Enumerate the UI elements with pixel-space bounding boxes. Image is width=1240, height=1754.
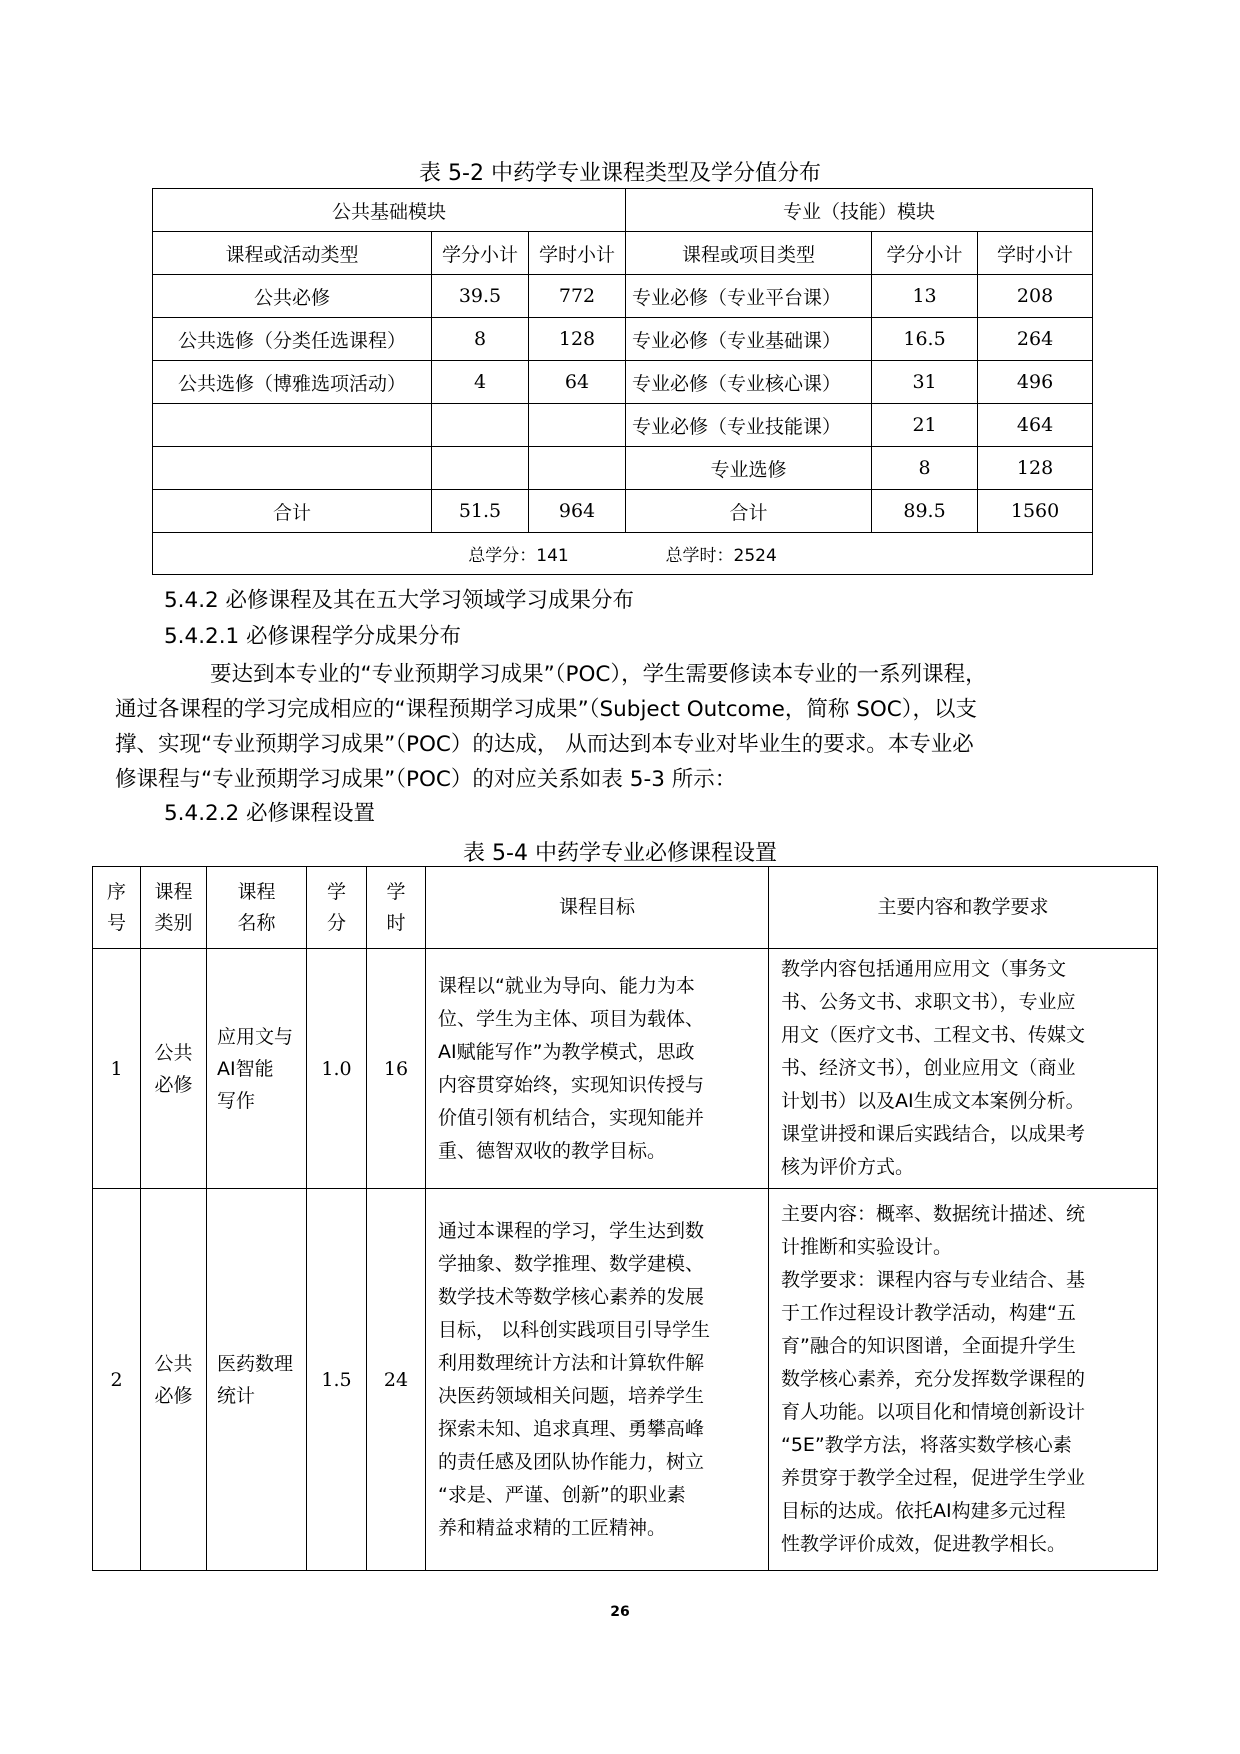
- row-category: [141, 1189, 207, 1571]
- goal-line: 目标， 以科创实践项目引导学生: [438, 1318, 711, 1341]
- row-goal: [426, 949, 769, 1189]
- column-header-row: [153, 232, 1093, 275]
- table-cell: 合计: [626, 490, 872, 533]
- content-line: 课堂讲授和课后实践结合，以成果考: [781, 1123, 1086, 1145]
- goal-line: 价值引领有机结合，实现知能并: [438, 1106, 705, 1129]
- paragraph-line: 通过各课程的学习完成相应的“课程预期学习成果”（Subject Outcome，简称 SOC），以支: [115, 697, 978, 722]
- name-line: 医药数理: [217, 1352, 294, 1375]
- content-line: 目标的达成。依托AI构建多元过程: [781, 1500, 1066, 1522]
- category-line: 必修: [154, 1073, 193, 1096]
- table-cell: 39.5: [432, 275, 529, 318]
- goal-line: 重、德智双收的教学目标。: [438, 1139, 667, 1162]
- table-cell: [432, 404, 529, 447]
- table-cell: 专业选修: [626, 447, 872, 490]
- row-content: [769, 1189, 1158, 1571]
- table-5-2-caption: 表 5-2 中药学专业课程类型及学分值分布: [419, 161, 821, 186]
- category-line: 公共: [154, 1352, 193, 1375]
- header-line: 课程: [237, 880, 276, 903]
- content-line: 数学核心素养，充分发挥数学课程的: [781, 1368, 1086, 1390]
- content-line: 教学内容包括通用应用文（事务文: [781, 958, 1067, 980]
- column-header: 学分小计: [872, 232, 978, 275]
- content-line: 用文（医疗文书、工程文书、传媒文: [781, 1024, 1086, 1046]
- table-cell: 51.5: [432, 490, 529, 533]
- header-line: 课程: [154, 880, 193, 903]
- table-cell: 专业必修（专业核心课）: [626, 361, 872, 404]
- table-cell: 8: [872, 447, 978, 490]
- header-seq: [93, 867, 141, 949]
- goal-line: 养和精益求精的工匠精神。: [438, 1516, 667, 1539]
- content-line: 书、经济文书），创业应用文（商业: [781, 1057, 1076, 1079]
- row-course-name: [207, 949, 307, 1189]
- header-name: [207, 867, 307, 949]
- table-cell: 专业必修（专业平台课）: [626, 275, 872, 318]
- row-goal: [426, 1189, 769, 1571]
- table-cell: [529, 447, 626, 490]
- table-cell: 128: [978, 447, 1093, 490]
- table-row: [153, 490, 1093, 533]
- goal-line: 数学技术等数学核心素养的发展: [438, 1285, 705, 1308]
- column-header: 学时小计: [529, 232, 626, 275]
- name-line: 统计: [217, 1384, 256, 1407]
- content-line: 性教学评价成效，促进教学相长。: [781, 1533, 1067, 1555]
- header-hours: [367, 867, 426, 949]
- content-line: 书、公务文书、求职文书），专业应: [781, 991, 1076, 1013]
- table-cell: 专业必修（专业基础课）: [626, 318, 872, 361]
- name-line: 写作: [217, 1089, 256, 1112]
- totals-row: [153, 533, 1093, 575]
- goal-line: 内容贯穿始终，实现知识传授与: [438, 1073, 705, 1096]
- goal-line: 的责任感及团队协作能力，树立: [438, 1450, 705, 1473]
- goal-line: 探索未知、追求真理、勇攀高峰: [438, 1417, 705, 1440]
- content-line: 计划书）以及AI生成文本案例分析。: [781, 1090, 1085, 1112]
- table-cell: 772: [529, 275, 626, 318]
- goal-line: 学抽象、数学推理、数学建模、: [438, 1252, 705, 1275]
- table-cell: 16.5: [872, 318, 978, 361]
- table-cell: 1560: [978, 490, 1093, 533]
- content-line: 育”融合的知识图谱，全面提升学生: [781, 1335, 1076, 1357]
- category-line: 公共: [154, 1041, 193, 1064]
- goal-line: 利用数理统计方法和计算软件解: [438, 1351, 705, 1374]
- row-seq: 1: [93, 949, 141, 1189]
- table-cell: 公共选修（分类任选课程）: [153, 318, 432, 361]
- header-goal: 课程目标: [426, 867, 769, 949]
- content-line: 计推断和实验设计。: [781, 1236, 953, 1258]
- section-heading-5-4-2-2: 5.4.2.2 必修课程设置: [164, 801, 376, 826]
- name-line: AI智能: [217, 1057, 274, 1080]
- table-row: [93, 949, 1158, 1189]
- table-cell: 496: [978, 361, 1093, 404]
- header-line: 号: [106, 911, 126, 934]
- table-cell: 13: [872, 275, 978, 318]
- goal-line: 课程以“就业为导向、能力为本: [438, 974, 695, 997]
- table-cell: 8: [432, 318, 529, 361]
- table-cell: [153, 404, 432, 447]
- column-header: 学分小计: [432, 232, 529, 275]
- header-line: 分: [326, 911, 346, 934]
- column-header: 课程或活动类型: [153, 232, 432, 275]
- table-cell: 公共选修（博雅选项活动）: [153, 361, 432, 404]
- paragraph-line: 要达到本专业的“专业预期学习成果”（POC），学生需要修读本专业的一系列课程，: [210, 662, 987, 687]
- table-row: [93, 1189, 1158, 1571]
- content-line: 主要内容：概率、数据统计描述、统: [781, 1203, 1086, 1225]
- table-5-4-caption: 表 5-4 中药学专业必修课程设置: [463, 841, 777, 866]
- paragraph-line: 修课程与“专业预期学习成果”（POC）的对应关系如表 5-3 所示：: [115, 767, 737, 792]
- total-credits: 总学分：141: [468, 546, 569, 566]
- table-cell: 464: [978, 404, 1093, 447]
- table-cell: [432, 447, 529, 490]
- module-left-header: 公共基础模块: [153, 189, 626, 232]
- page-number: 26: [610, 1604, 630, 1620]
- content-line: 教学要求：课程内容与专业结合、基: [781, 1269, 1086, 1291]
- table-cell: 264: [978, 318, 1093, 361]
- table-5-2: [152, 188, 1093, 575]
- content-line: 于工作过程设计教学活动，构建“五: [781, 1302, 1076, 1324]
- table-cell: [529, 404, 626, 447]
- category-line: 必修: [154, 1384, 193, 1407]
- table-row: [153, 404, 1093, 447]
- table-cell: 4: [432, 361, 529, 404]
- header-line: 学: [386, 880, 406, 903]
- header-credit: [307, 867, 367, 949]
- table-cell: [153, 447, 432, 490]
- header-line: 类别: [154, 911, 193, 934]
- content-line: “5E”教学方法，将落实数学核心素: [781, 1434, 1072, 1456]
- table-cell: 89.5: [872, 490, 978, 533]
- content-line: 育人功能。以项目化和情境创新设计: [781, 1401, 1086, 1423]
- column-header-row: [93, 867, 1158, 949]
- table-5-4: [92, 866, 1158, 1571]
- paragraph-line: 撑、实现“专业预期学习成果”（POC）的达成， 从而达到本专业对毕业生的要求。本专业必: [115, 732, 974, 757]
- row-category: [141, 949, 207, 1189]
- table-cell: 21: [872, 404, 978, 447]
- content-line: 核为评价方式。: [781, 1156, 915, 1178]
- module-right-header: 专业（技能）模块: [626, 189, 1093, 232]
- section-heading-5-4-2: 5.4.2 必修课程及其在五大学习领域学习成果分布: [164, 588, 635, 613]
- column-header: 课程或项目类型: [626, 232, 872, 275]
- table-cell: 128: [529, 318, 626, 361]
- module-header-row: [153, 189, 1093, 232]
- goal-line: “求是、严谨、创新”的职业素: [438, 1483, 686, 1506]
- table-row: [153, 318, 1093, 361]
- row-course-name: [207, 1189, 307, 1571]
- goal-line: 决医药领域相关问题，培养学生: [438, 1384, 705, 1407]
- column-header: 学时小计: [978, 232, 1093, 275]
- total-hours: 总学时：2524: [665, 546, 777, 566]
- table-cell: 208: [978, 275, 1093, 318]
- goal-line: AI赋能写作”为教学模式，思政: [438, 1040, 695, 1063]
- table-row: [153, 447, 1093, 490]
- header-line: 学: [326, 880, 346, 903]
- table-row: [153, 361, 1093, 404]
- section-heading-5-4-2-1: 5.4.2.1 必修课程学分成果分布: [164, 624, 462, 649]
- row-hours: 16: [367, 949, 426, 1189]
- header-category: [141, 867, 207, 949]
- table-cell: 31: [872, 361, 978, 404]
- name-line: 应用文与: [217, 1025, 294, 1048]
- row-credit: 1.5: [307, 1189, 367, 1571]
- table-cell: 专业必修（专业技能课）: [626, 404, 872, 447]
- table-cell: 964: [529, 490, 626, 533]
- goal-line: 通过本课程的学习，学生达到数: [438, 1219, 705, 1242]
- header-content: 主要内容和教学要求: [769, 867, 1158, 949]
- totals-cell: [153, 533, 1093, 575]
- row-hours: 24: [367, 1189, 426, 1571]
- goal-line: 位、学生为主体、项目为载体、: [438, 1007, 705, 1030]
- row-content: [769, 949, 1158, 1189]
- row-seq: 2: [93, 1189, 141, 1571]
- row-credit: 1.0: [307, 949, 367, 1189]
- header-line: 名称: [237, 911, 276, 934]
- table-row: [153, 275, 1093, 318]
- table-cell: 64: [529, 361, 626, 404]
- header-line: 序: [106, 880, 126, 903]
- content-line: 养贯穿于教学全过程，促进学生学业: [781, 1467, 1086, 1489]
- table-cell: 合计: [153, 490, 432, 533]
- header-line: 时: [386, 911, 406, 934]
- table-cell: 公共必修: [153, 275, 432, 318]
